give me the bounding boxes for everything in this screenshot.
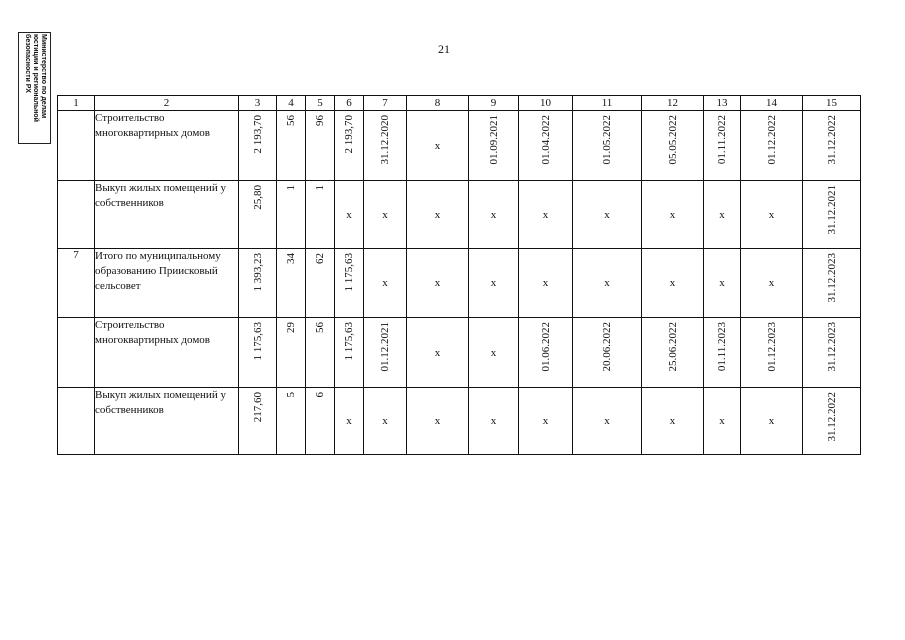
table-cell [803, 111, 861, 181]
column-header: 5 [306, 96, 335, 111]
cell-value: x [382, 208, 388, 221]
row-name: Итого по муниципальному образованию Приисковый сельсовет [95, 249, 239, 318]
table-cell [469, 249, 519, 318]
cell-value: x [768, 277, 775, 289]
cell-value: x [434, 346, 441, 359]
column-header: 2 [95, 96, 239, 111]
stamp-line: Министерство по делам [39, 34, 47, 119]
cell-value: 34 [285, 253, 297, 264]
table-cell [741, 111, 803, 181]
table-cell [519, 249, 573, 318]
cell-value: 6 [314, 392, 326, 398]
cell-value: x [542, 208, 549, 221]
page-number: 21 [438, 42, 450, 56]
table-cell [407, 318, 469, 388]
cell-value: x [768, 415, 775, 427]
row-name: Строительство многоквартирных домов [95, 318, 239, 388]
table-cell [407, 249, 469, 318]
table-cell [277, 111, 306, 181]
cell-value: 25,80 [251, 185, 264, 210]
row-number: 7 [58, 249, 95, 318]
table-cell [364, 249, 407, 318]
table-cell [277, 181, 306, 249]
table-cell [239, 249, 277, 318]
cell-value: 31.12.2023 [825, 322, 838, 372]
table-row [58, 318, 861, 388]
table-cell [803, 181, 861, 249]
cell-value: 01.04.2022 [539, 115, 552, 165]
table-cell [239, 181, 277, 249]
table-cell [364, 318, 407, 388]
cell-value: 01.11.2023 [716, 322, 728, 372]
column-header: 4 [277, 96, 306, 111]
cell-value: x [434, 139, 441, 152]
cell-value: x [768, 208, 775, 221]
schedule-table [57, 95, 861, 455]
table-cell [239, 318, 277, 388]
table-row [58, 181, 861, 249]
table-cell [741, 318, 803, 388]
table-cell [469, 181, 519, 249]
cell-value: 01.09.2021 [487, 115, 500, 165]
cell-value: 01.12.2021 [379, 322, 391, 372]
table-cell [306, 111, 335, 181]
cell-value: 2 193,70 [343, 115, 355, 154]
cell-value: 31.12.2021 [825, 185, 838, 235]
row-name: Выкуп жилых помещений у собственников [95, 181, 239, 249]
stamp-line: юстиции и региональной [31, 34, 39, 122]
row-name: Строительство многоквартирных домов [95, 111, 239, 181]
column-header: 3 [239, 96, 277, 111]
cell-value: 1 [314, 185, 326, 191]
stamp-line: безопасности РХ [23, 34, 31, 93]
table-cell [364, 388, 407, 455]
table-row [58, 111, 861, 181]
table-cell [642, 388, 704, 455]
table-cell [364, 111, 407, 181]
row-name: Выкуп жилых помещений у собственников [95, 388, 239, 455]
cell-value: 2 193,70 [251, 115, 264, 154]
table-cell [704, 318, 741, 388]
table-row [58, 249, 861, 318]
cell-value: 5 [285, 392, 297, 398]
table-cell [704, 388, 741, 455]
table-cell [642, 318, 704, 388]
column-header: 11 [573, 96, 642, 111]
stamp-text [23, 34, 47, 142]
cell-value: 01.06.2022 [539, 322, 552, 372]
cell-value: 31.12.2022 [825, 115, 838, 165]
cell-value: x [346, 415, 352, 427]
header-row [58, 96, 861, 111]
table-cell [239, 111, 277, 181]
cell-value: 31.12.2023 [825, 253, 838, 303]
cell-value: 01.05.2022 [601, 115, 613, 165]
table-cell [642, 111, 704, 181]
column-header: 8 [407, 96, 469, 111]
table-row [58, 388, 861, 455]
cell-value: x [719, 277, 725, 289]
table-cell [469, 111, 519, 181]
cell-value: 05.05.2022 [666, 115, 679, 165]
cell-value: 96 [314, 115, 326, 126]
table-cell [335, 318, 364, 388]
cell-value: 56 [285, 115, 297, 126]
table-cell [407, 111, 469, 181]
cell-value: x [719, 208, 725, 221]
table-cell [741, 249, 803, 318]
cell-value: 25.06.2022 [666, 322, 679, 372]
cell-value: x [669, 415, 676, 427]
cell-value: 31.12.2022 [825, 392, 838, 442]
table-cell [704, 249, 741, 318]
cell-value: x [434, 277, 441, 289]
cell-value: 29 [285, 322, 297, 333]
cell-value: 1 175,63 [251, 322, 264, 361]
cell-value: 01.11.2022 [716, 115, 728, 165]
table-cell [335, 111, 364, 181]
table-cell [335, 388, 364, 455]
table-cell [642, 181, 704, 249]
cell-value: x [346, 208, 352, 221]
column-header: 1 [58, 96, 95, 111]
cell-value: x [669, 208, 676, 221]
table-cell [306, 318, 335, 388]
table-cell [306, 388, 335, 455]
column-header: 15 [803, 96, 861, 111]
cell-value: 62 [314, 253, 326, 264]
row-number [58, 111, 95, 181]
cell-value: x [382, 415, 388, 427]
cell-value: 217,60 [251, 392, 264, 423]
cell-value: 20.06.2022 [601, 322, 613, 372]
column-header: 9 [469, 96, 519, 111]
column-header: 6 [335, 96, 364, 111]
column-header: 13 [704, 96, 741, 111]
table-cell [573, 388, 642, 455]
column-header: 10 [519, 96, 573, 111]
table-cell [573, 249, 642, 318]
cell-value: x [604, 415, 610, 427]
column-header: 7 [364, 96, 407, 111]
cell-value: x [669, 277, 676, 289]
table-cell [277, 249, 306, 318]
table-cell [803, 318, 861, 388]
cell-value: 1 [285, 185, 297, 191]
table-cell [642, 249, 704, 318]
table-cell [519, 181, 573, 249]
table-cell [573, 111, 642, 181]
cell-value: x [542, 277, 549, 289]
table-cell [704, 111, 741, 181]
cell-value: 31.12.2020 [379, 115, 391, 165]
table-cell [469, 388, 519, 455]
table-cell [741, 388, 803, 455]
table-cell [364, 181, 407, 249]
cell-value: 56 [314, 322, 326, 333]
row-number [58, 388, 95, 455]
table-cell [741, 181, 803, 249]
cell-value: x [382, 277, 388, 289]
table-cell [803, 388, 861, 455]
row-number [58, 318, 95, 388]
table-cell [469, 318, 519, 388]
table-cell [573, 318, 642, 388]
table-cell [277, 388, 306, 455]
cell-value: 1 175,63 [343, 253, 355, 292]
table-cell [306, 181, 335, 249]
table-cell [306, 249, 335, 318]
row-number [58, 181, 95, 249]
table-cell [573, 181, 642, 249]
cell-value: x [490, 415, 497, 427]
table-cell [239, 388, 277, 455]
cell-value: x [719, 415, 725, 427]
cell-value: x [542, 415, 549, 427]
cell-value: x [604, 208, 610, 221]
cell-value: x [434, 208, 441, 221]
cell-value: x [490, 208, 497, 221]
registration-stamp [18, 32, 51, 144]
cell-value: 01.12.2022 [765, 115, 778, 165]
cell-value: x [490, 346, 497, 359]
cell-value: 1 175,63 [343, 322, 355, 361]
table-cell [277, 318, 306, 388]
table-cell [519, 318, 573, 388]
table-cell [704, 181, 741, 249]
column-header: 12 [642, 96, 704, 111]
table-cell [519, 111, 573, 181]
cell-value: 01.12.2023 [765, 322, 778, 372]
cell-value: 1 393,23 [251, 253, 264, 292]
cell-value: x [604, 277, 610, 289]
column-header: 14 [741, 96, 803, 111]
table-cell [407, 388, 469, 455]
table-cell [335, 181, 364, 249]
table-cell [407, 181, 469, 249]
table-cell [803, 249, 861, 318]
table-cell [519, 388, 573, 455]
cell-value: x [434, 415, 441, 427]
table-cell [335, 249, 364, 318]
cell-value: x [490, 277, 497, 289]
